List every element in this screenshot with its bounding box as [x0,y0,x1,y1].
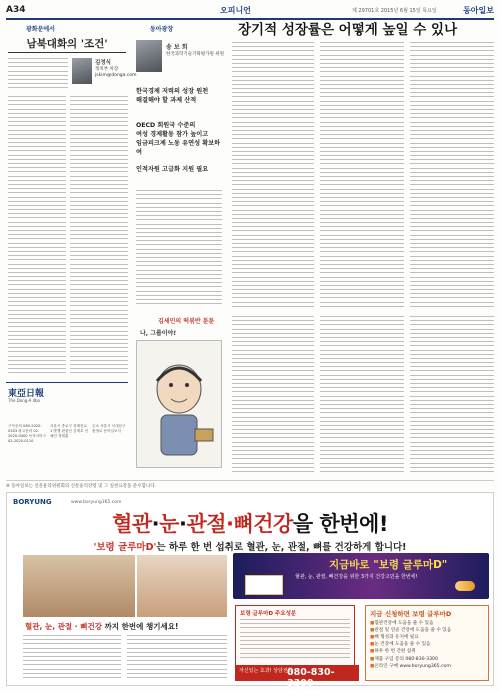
left-column-body-intro [8,58,68,92]
masthead-logo-english: The Dong-A Ilbo [8,398,40,403]
ad-subheadline-text: 는 하루 한 번 섭취로 혈관, 눈, 관절, 뼈를 건강하게 합니다! [156,542,407,553]
middle-kicker-3 [136,166,222,175]
cartoon-panel [136,340,222,468]
ad-offer-panel [365,605,489,681]
capsule-icon [455,581,475,591]
cartoon-drawing [137,341,221,467]
ad-brand-logo: BORYUNG [13,498,52,506]
main-article-body-5 [320,316,404,472]
ad-headline [7,508,493,538]
left-author-role: 정치부 차장 [95,67,119,73]
author-photo-middle [136,40,162,72]
middle-author-role: 한국과학기술기획평가원 위원 [166,51,224,57]
left-author-name: 김정식 [95,60,111,66]
masthead-logo: 東亞日報 [8,389,45,399]
cartoon-tag: 김세민의 떡볶반 툰툰 [158,318,215,325]
ad-banner [233,553,489,599]
author-photo-left [72,58,92,84]
advertisement [6,492,494,689]
ad-knee-illustration [137,555,227,617]
ad-offer-item: ■ 눈 건강에 도움을 줄 수 있음 [370,641,451,648]
ad-headline-sep: · [151,512,160,536]
main-article-body-6 [410,316,494,472]
middle-author-name: 송 보 희 [166,44,188,51]
masthead [6,382,128,422]
ad-headline-part: 눈 [159,512,179,536]
ad-phone-number: 080-830-3300 [287,667,335,689]
column-tag-gwanghwamun: 광화문에서 [26,26,55,33]
ad-body-copy-1 [23,635,121,679]
ad-question [25,621,225,632]
cartoon-subtitle: 나, 그룹이야! [140,330,177,337]
ad-call-button[interactable] [235,665,359,689]
column-tag-donga-square: 동아광장 [150,26,174,33]
ad-offer-title: 지금 신청하면 보령 글루마D [370,610,452,618]
main-article-body-1 [232,42,314,310]
ad-call-label: 자신있는 효과! 상담전화 [239,668,293,674]
main-article-body-3 [410,42,494,310]
newspaper-brand: 동아일보 [463,5,494,15]
imprint-publisher: 서울시 종로구 청계천로 1 발행 편집인 김재호 인쇄인 정태훈 [50,424,89,438]
page-number: A34 [6,5,26,15]
ad-question-highlight: 혈관, 눈, 관절 · 뼈건강 [25,622,102,631]
main-article-title: 장기적 성장률은 어떻게 높일 수 있나 [238,22,458,38]
middle-kicker-2 [136,122,222,158]
ad-ingredients-title: 보령 글루마D 주요성분 [240,611,297,617]
middle-author-byline [166,44,226,58]
left-column-body-1 [8,96,66,376]
ad-offer-item: ■ 혈관건강에 도움을 줄 수 있음 [370,620,451,627]
ad-headline-sep: · [178,512,187,536]
kicker-line: 임금피크제 노동 유연성 확보하여 [136,139,221,156]
kicker-line: 여성 경제활동 참가 높이고 [136,130,209,138]
ad-product-quote: '보령 글루마D' [93,542,157,553]
ad-body-illustration [23,555,135,617]
ad-offer-list [370,620,451,670]
ethics-notice: ※ 동아일보는 신문윤리위원회의 신문윤리강령 및 그 실천요강을 준수합니다. [6,480,494,489]
ad-offer-item: ■ 뼈 형성과 유지에 필요 [370,634,451,641]
ad-offer-item: ■ 하루 한 번 간편 섭취 [370,648,451,655]
middle-column-body [136,190,222,308]
kicker-line: 인적자원 고급화 지원 필요 [136,166,209,173]
issue-date: 제 29701호 2015년 6월 15일 목요일 [352,8,437,14]
kicker-line: 해결해야 할 과제 산적 [136,96,197,104]
ad-offer-item: ■ 제품 구입 문의 080-830-3300 [370,656,451,663]
ad-banner-title: 지금바로 "보령 글루마D" [329,559,448,571]
ad-headline-part: 관절·뼈건강 [186,512,293,536]
ad-offer-item: ■ 온라인 구매 www.boryung365.com [370,663,451,670]
imprint-contacts: 구독문의 080-2020-0303 광고문의 02-2020-0400 독자서비스 02-2020-0110 [8,424,47,443]
ad-banner-subtitle: 혈관, 눈, 관절, 뼈건강을 위한 3가지 건강고민을 한번에! [295,574,418,580]
main-article-body-2 [320,42,404,310]
left-column-body-2 [70,96,128,376]
left-author-email: jskim@donga.com [95,72,137,78]
left-author-byline [95,60,137,79]
ad-headline-part: 혈관 [112,512,152,536]
ad-ingredients-box [235,605,355,671]
kicker-line: OECD 회원국 수준의 [136,122,196,129]
ad-product-box [245,575,283,595]
ad-subheadline [7,539,493,553]
ad-headline-part: 을 한번에! [292,512,388,536]
ad-website: www.boryung365.com [71,500,122,505]
ad-body-copy-2 [127,635,227,679]
ad-ingredients-list [240,619,350,663]
main-article-body-4 [232,316,314,472]
imprint-address: 주소 서울시 서대문구 충정로 동아일보사 [92,424,126,433]
title-divider [8,52,126,53]
left-column-title: 남북대화의 '조건' [26,38,108,50]
middle-kicker-1 [136,88,222,106]
section-name: 오피니언 [220,6,251,15]
kicker-line: 한국경제 저력의 성장 원천 [136,88,209,95]
ad-offer-item: ■ 관절 및 연골 건강에 도움을 줄 수 있음 [370,627,451,634]
ad-question-text: 까지 한번에 챙기세요! [101,622,179,631]
